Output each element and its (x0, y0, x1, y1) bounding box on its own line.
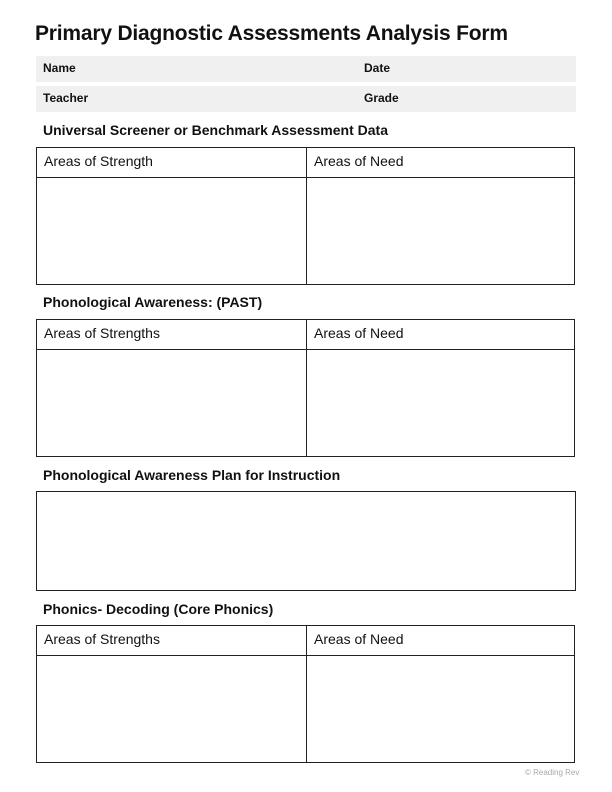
need-header: Areas of Need (314, 631, 404, 647)
section-title-plan-for-instruction: Phonological Awareness Plan for Instruction (43, 467, 341, 483)
date-label: Date (364, 61, 391, 75)
page-title: Primary Diagnostic Assessments Analysis Form (35, 22, 508, 45)
teacher-grade-row (36, 86, 576, 112)
strength-header: Areas of Strengths (44, 631, 160, 647)
column-divider (306, 626, 307, 762)
grade-label: Grade (364, 91, 399, 105)
strength-header: Areas of Strengths (44, 325, 160, 341)
section-title-universal-screener: Universal Screener or Benchmark Assessment Data (43, 122, 388, 138)
section-title-phonological-awareness: Phonological Awareness: (PAST) (43, 294, 263, 310)
strength-header: Areas of Strength (44, 153, 153, 169)
phonological-awareness-table (36, 319, 575, 457)
column-divider (306, 320, 307, 456)
name-date-row (36, 56, 576, 82)
teacher-label: Teacher (43, 91, 89, 105)
need-header: Areas of Need (314, 325, 404, 341)
universal-screener-table (36, 147, 575, 285)
plan-for-instruction-box (36, 491, 576, 591)
copyright-footer: © Reading Rev (525, 768, 580, 777)
section-title-phonics-decoding: Phonics- Decoding (Core Phonics) (43, 601, 274, 617)
column-divider (306, 148, 307, 284)
phonics-decoding-table (36, 625, 575, 763)
name-label: Name (43, 61, 76, 75)
need-header: Areas of Need (314, 153, 404, 169)
